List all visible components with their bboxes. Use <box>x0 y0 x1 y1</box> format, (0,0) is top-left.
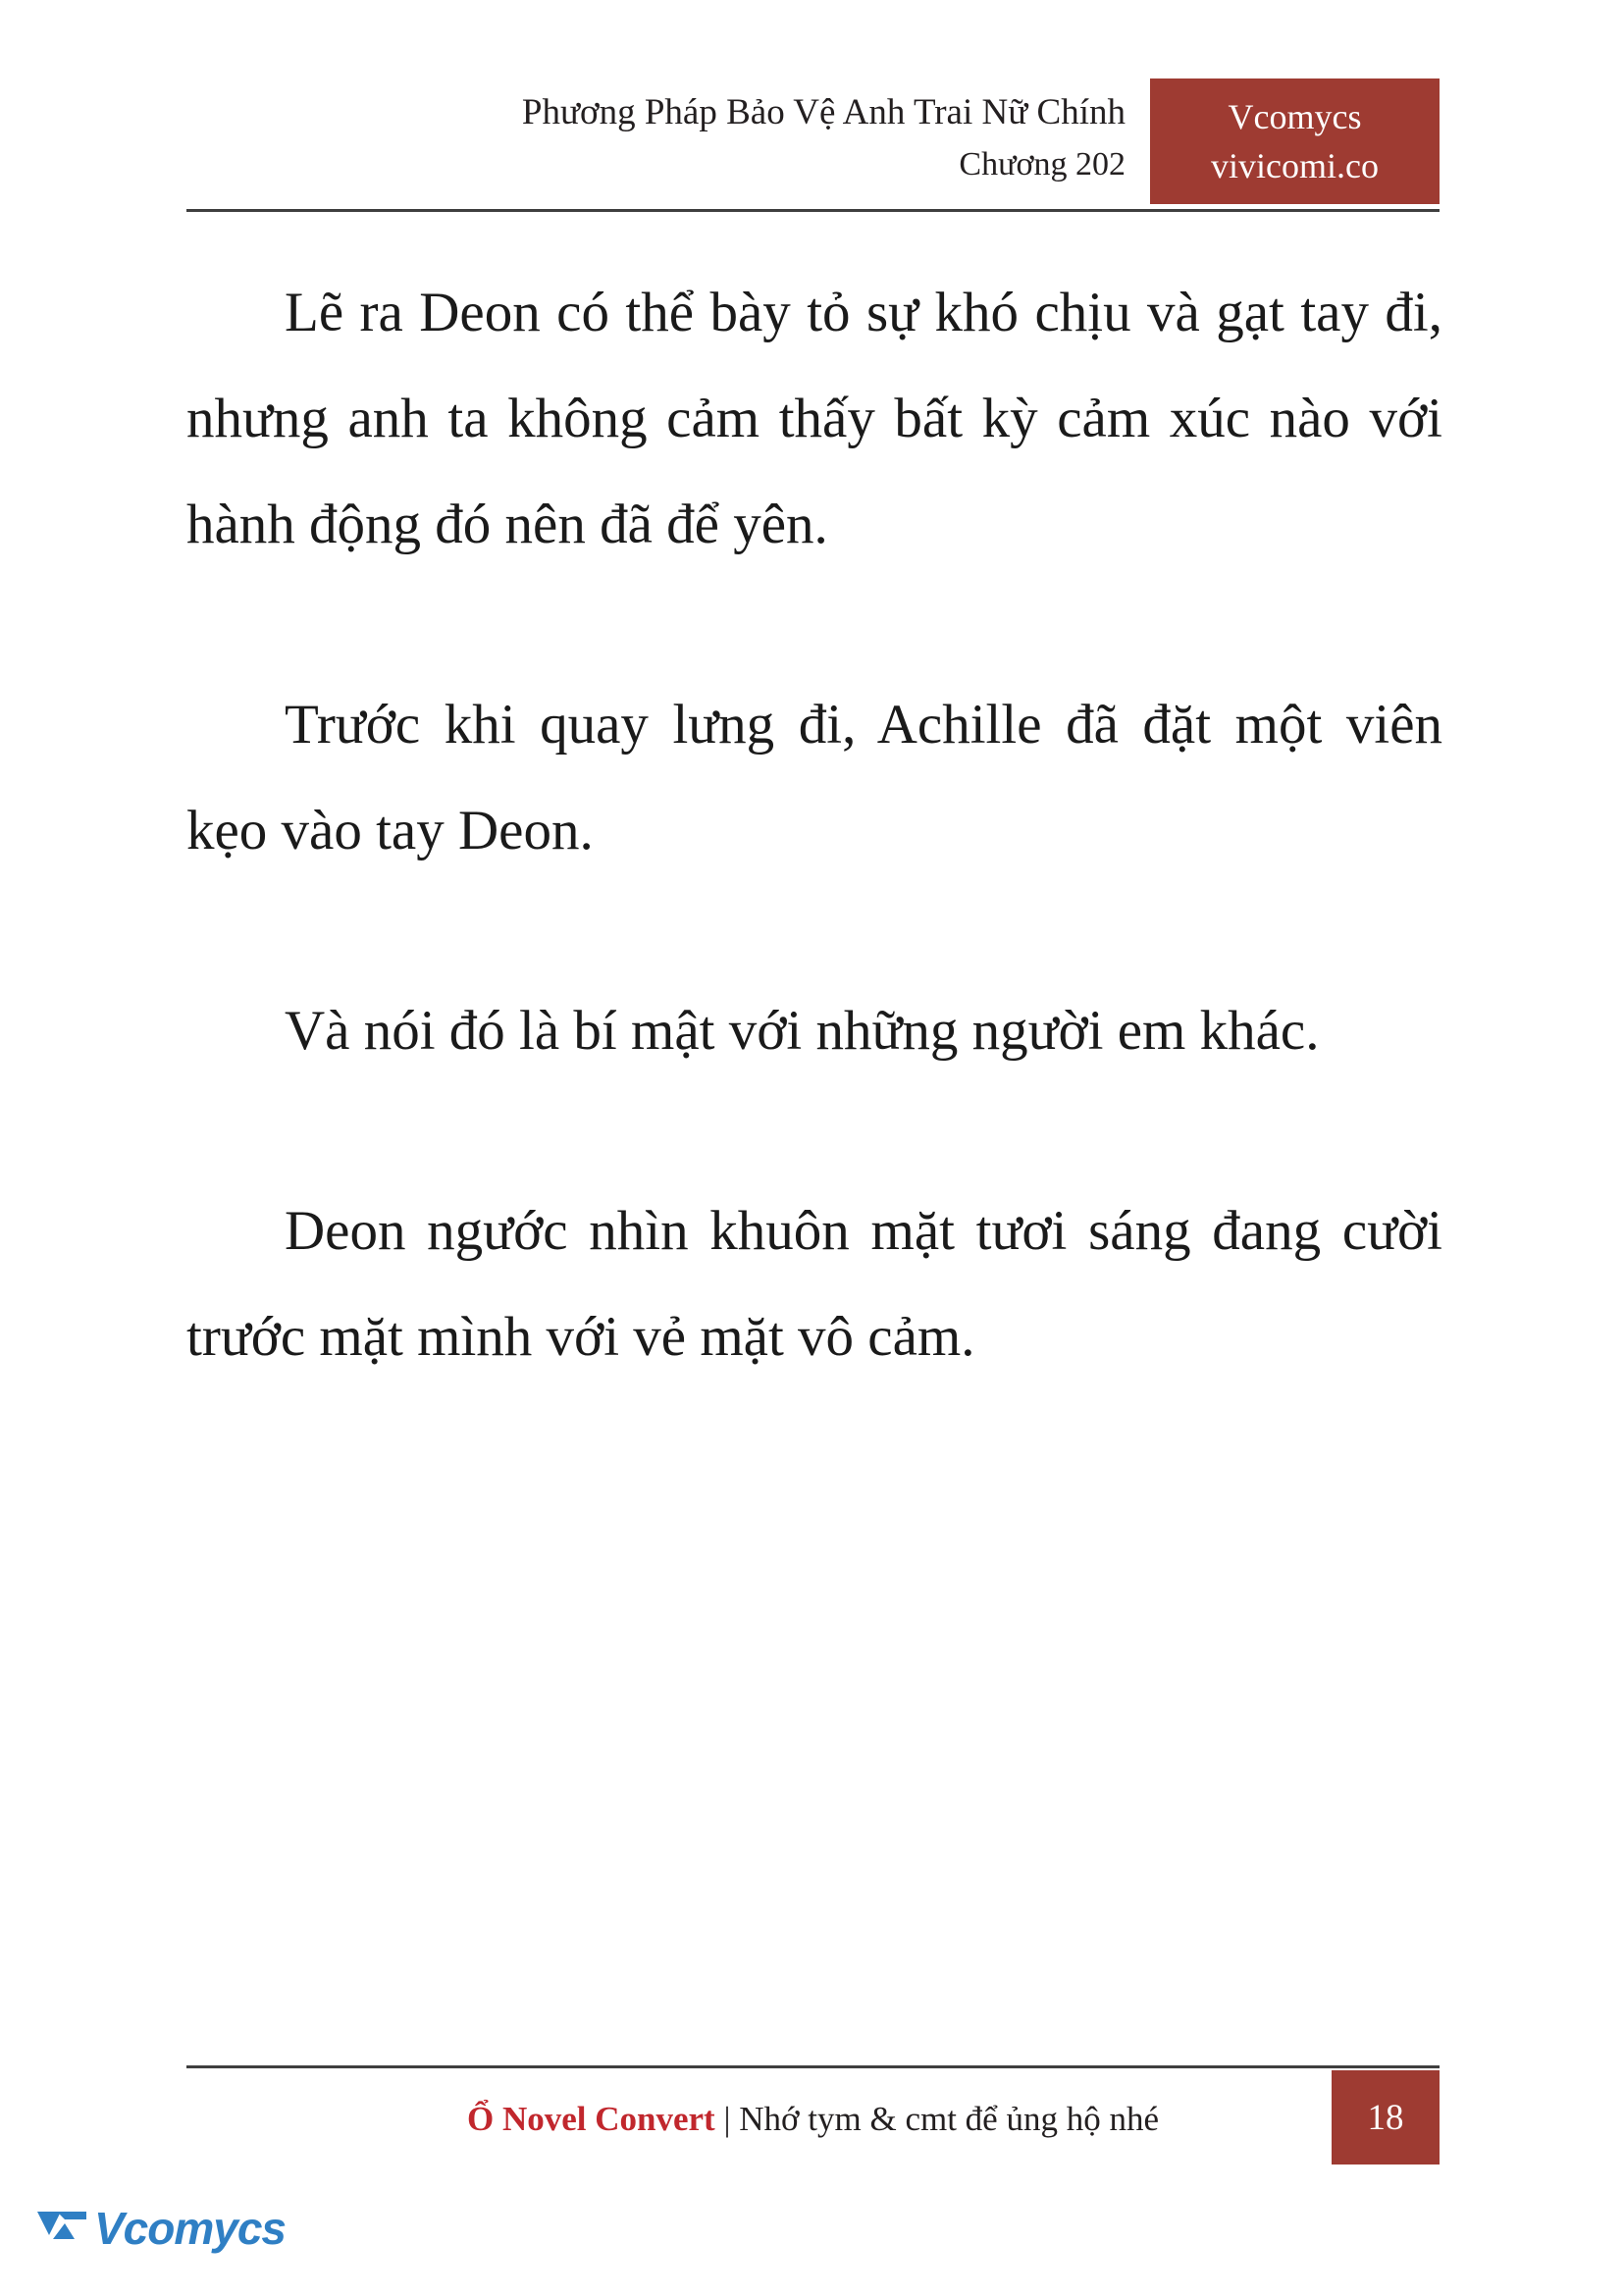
paragraph: Và nói đó là bí mật với những người em khác. <box>285 1000 1320 1062</box>
header-divider <box>186 209 1440 212</box>
paragraph: Trước khi quay lưng đi, Achille đã đặt một viên kẹo vào tay Deon. <box>186 694 1442 861</box>
footer-note: Nhớ tym & cmt để ủng hộ nhé <box>739 2100 1159 2138</box>
site-badge-url: vivicomi.co <box>1211 146 1379 185</box>
page-footer <box>186 2065 1440 2173</box>
footer-separator: | <box>723 2100 731 2138</box>
chapter-label: Chương 202 <box>959 146 1126 183</box>
watermark-label: Vcomycs <box>94 2203 287 2254</box>
page-number: 18 <box>1332 2070 1440 2165</box>
book-title: Phương Pháp Bảo Vệ Anh Trai Nữ Chính <box>521 92 1126 132</box>
site-badge-name: Vcomycs <box>1228 97 1362 136</box>
watermark-logo <box>35 2189 287 2268</box>
page-header <box>186 83 1440 216</box>
footer-credit <box>186 2085 1440 2154</box>
footer-divider <box>186 2065 1440 2068</box>
footer-brand: Ổ Novel Convert <box>466 2100 715 2138</box>
paragraph: Lẽ ra Deon có thể bày tỏ sự khó chịu và gạt tay đi, nhưng anh ta không cảm thấy bất kỳ cảm xúc nào với hành động đó nên đã để yên. <box>186 282 1442 555</box>
site-badge <box>1150 78 1440 204</box>
page-content <box>186 260 1442 1390</box>
paragraph: Deon ngước nhìn khuôn mặt tươi sáng đang cười trước mặt mình với vẻ mặt vô cảm. <box>186 1200 1442 1368</box>
vcomycs-mark-icon <box>35 2202 88 2255</box>
